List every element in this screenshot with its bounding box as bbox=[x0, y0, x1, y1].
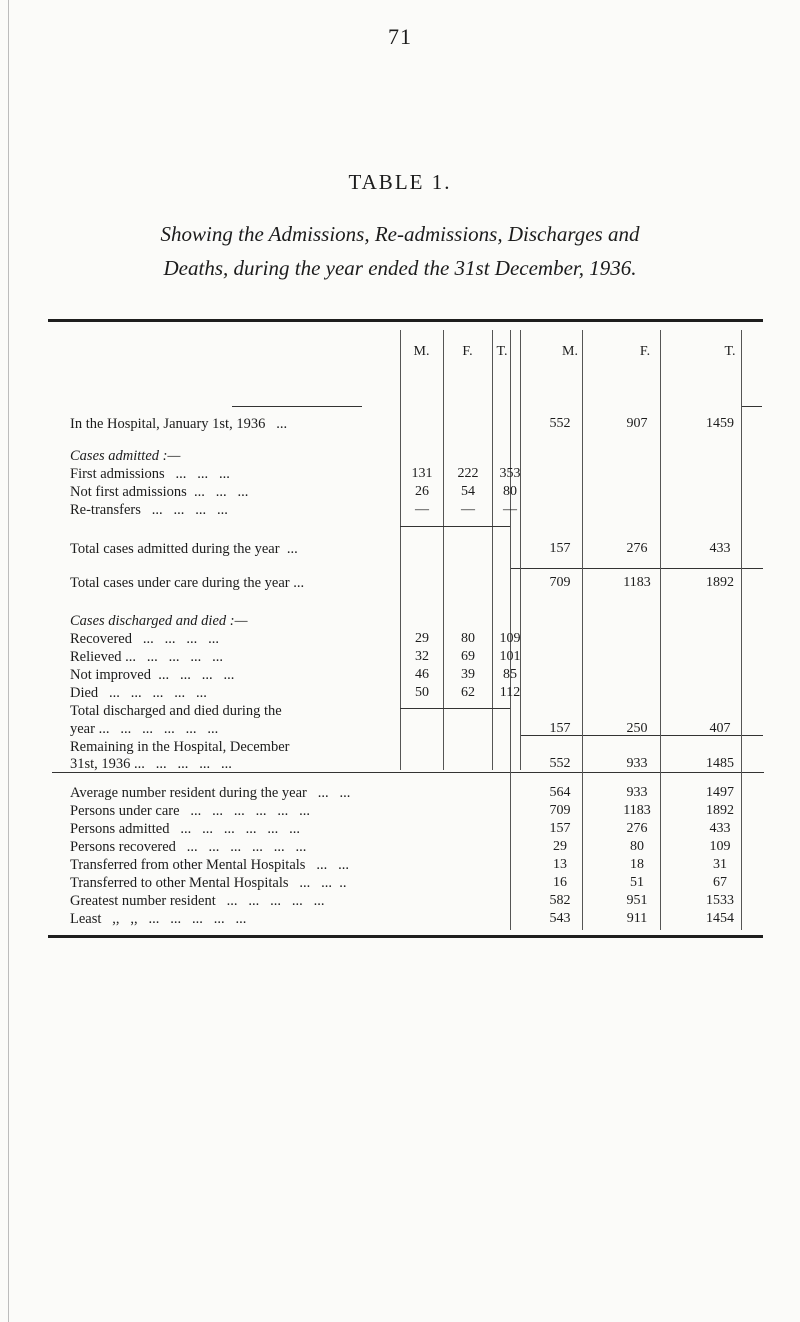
first-admissions-t: 353 bbox=[499, 466, 521, 481]
summary-label-transferred-from: Transferred from other Mental Hospitals ... ... bbox=[70, 857, 349, 873]
header-f-left: F. bbox=[462, 344, 473, 359]
summary-average-resident-t: 1497 bbox=[706, 785, 734, 800]
row-label-retransfers: Re-transfers ... ... ... ... bbox=[70, 502, 228, 518]
page-edge-line bbox=[8, 0, 9, 1322]
summary-transferred-to-f: 51 bbox=[630, 875, 644, 890]
summary-transferred-to-m: 16 bbox=[553, 875, 567, 890]
row-label-total-discharged-line1: Total discharged and died during the bbox=[70, 703, 282, 719]
recovered-m: 29 bbox=[415, 631, 429, 646]
summary-label-transferred-to: Transferred to other Mental Hospitals ... ... .. bbox=[70, 875, 347, 891]
retransfers-t: — bbox=[503, 502, 517, 517]
summary-admitted-m: 157 bbox=[549, 821, 571, 836]
total-discharged-f: 250 bbox=[626, 721, 648, 736]
not-improved-f: 39 bbox=[461, 667, 475, 682]
relieved-t: 101 bbox=[499, 649, 521, 664]
summary-least-resident-f: 911 bbox=[626, 911, 648, 926]
row-label-remaining-line2: 31st, 1936 ... ... ... ... ... bbox=[70, 756, 232, 772]
table-subtitle-line2: Deaths, during the year ended the 31st December, 1936. bbox=[163, 256, 637, 280]
summary-under-care-m: 709 bbox=[549, 803, 571, 818]
table-subtitle-line1: Showing the Admissions, Re-admissions, Discharges and bbox=[160, 222, 640, 246]
not-improved-m: 46 bbox=[415, 667, 429, 682]
in-hospital-f: 907 bbox=[626, 416, 648, 431]
summary-column-divider bbox=[660, 770, 661, 930]
died-m: 50 bbox=[415, 685, 429, 700]
header-t-left: T. bbox=[496, 344, 508, 359]
row-label-died: Died ... ... ... ... ... bbox=[70, 685, 207, 701]
row-label-total-under-care: Total cases under care during the year ... bbox=[70, 575, 305, 591]
retransfers-f: — bbox=[461, 502, 475, 517]
remaining-f: 933 bbox=[626, 756, 648, 771]
row-label-not-improved: Not improved ... ... ... ... bbox=[70, 667, 235, 683]
total-discharged-t: 407 bbox=[709, 721, 731, 736]
row-label-total-discharged-line2: year ... ... ... ... ... ... bbox=[70, 721, 219, 737]
summary-greatest-resident-f: 951 bbox=[626, 893, 648, 908]
not-improved-t: 85 bbox=[503, 667, 517, 682]
summary-admitted-f: 276 bbox=[626, 821, 648, 836]
column-divider bbox=[443, 330, 444, 770]
admitted-subtotal-rule bbox=[400, 526, 510, 527]
total-under-care-t: 1892 bbox=[706, 575, 734, 590]
summary-label-average-resident: Average number resident during the year ... ... bbox=[70, 785, 351, 801]
bottom-rule bbox=[48, 935, 763, 938]
recovered-t: 109 bbox=[499, 631, 521, 646]
total-under-care-rule bbox=[510, 568, 763, 569]
summary-recovered-persons-t: 109 bbox=[709, 839, 731, 854]
summary-label-recovered-persons: Persons recovered ... ... ... ... ... ... bbox=[70, 839, 307, 855]
total-admitted-m: 157 bbox=[549, 541, 571, 556]
header-m-left: M. bbox=[413, 344, 430, 359]
row-label-in-hospital: In the Hospital, January 1st, 1936 ... bbox=[70, 416, 288, 432]
header-m-right: M. bbox=[562, 344, 578, 359]
cases-discharged-heading: Cases discharged and died :— bbox=[70, 613, 248, 629]
died-t: 112 bbox=[499, 685, 521, 700]
row-label-total-admitted: Total cases admitted during the year ... bbox=[70, 541, 298, 557]
recovered-f: 80 bbox=[461, 631, 475, 646]
column-divider bbox=[660, 330, 661, 770]
summary-label-least-resident: Least ,, ,, ... ... ... ... ... bbox=[70, 911, 247, 927]
summary-label-under-care: Persons under care ... ... ... ... ... ... bbox=[70, 803, 311, 819]
not-first-admissions-t: 80 bbox=[503, 484, 517, 499]
summary-greatest-resident-t: 1533 bbox=[706, 893, 734, 908]
row-label-relieved: Relieved ... ... ... ... ... bbox=[70, 649, 224, 665]
total-admitted-f: 276 bbox=[626, 541, 648, 556]
remaining-t: 1485 bbox=[706, 756, 734, 771]
top-rule bbox=[48, 319, 763, 322]
total-under-care-f: 1183 bbox=[623, 575, 651, 590]
summary-recovered-persons-f: 80 bbox=[630, 839, 644, 854]
row-label-recovered: Recovered ... ... ... ... bbox=[70, 631, 219, 647]
summary-average-resident-m: 564 bbox=[549, 785, 571, 800]
total-admitted-t: 433 bbox=[709, 541, 731, 556]
relieved-f: 69 bbox=[461, 649, 475, 664]
summary-transferred-from-t: 31 bbox=[713, 857, 727, 872]
summary-least-resident-t: 1454 bbox=[706, 911, 734, 926]
column-divider bbox=[510, 330, 511, 770]
not-first-admissions-m: 26 bbox=[415, 484, 429, 499]
discharged-subtotal-rule bbox=[400, 708, 510, 709]
row-label-first-admissions: First admissions ... ... ... bbox=[70, 466, 230, 482]
died-f: 62 bbox=[461, 685, 475, 700]
header-underline-right bbox=[742, 406, 762, 407]
summary-recovered-persons-m: 29 bbox=[553, 839, 567, 854]
summary-transferred-from-f: 18 bbox=[630, 857, 644, 872]
summary-least-resident-m: 543 bbox=[549, 911, 571, 926]
in-hospital-t: 1459 bbox=[706, 416, 734, 431]
not-first-admissions-f: 54 bbox=[461, 484, 475, 499]
total-under-care-m: 709 bbox=[549, 575, 571, 590]
header-t-right: T. bbox=[724, 344, 736, 359]
row-label-not-first-admissions: Not first admissions ... ... ... bbox=[70, 484, 249, 500]
column-divider bbox=[400, 330, 401, 770]
header-f-right: F. bbox=[639, 344, 651, 359]
table-title: TABLE 1. bbox=[348, 170, 452, 194]
header-underline-left bbox=[232, 406, 362, 407]
remaining-m: 552 bbox=[549, 756, 571, 771]
first-admissions-m: 131 bbox=[411, 466, 433, 481]
summary-transferred-from-m: 13 bbox=[553, 857, 567, 872]
column-divider bbox=[492, 330, 493, 770]
page-number: 71 bbox=[388, 24, 412, 49]
summary-transferred-to-t: 67 bbox=[713, 875, 727, 890]
first-admissions-f: 222 bbox=[457, 466, 479, 481]
summary-label-greatest-resident: Greatest number resident ... ... ... ... ... bbox=[70, 893, 325, 909]
row-label-remaining-line1: Remaining in the Hospital, December bbox=[70, 739, 290, 755]
relieved-m: 32 bbox=[415, 649, 429, 664]
summary-admitted-t: 433 bbox=[709, 821, 731, 836]
summary-average-resident-f: 933 bbox=[626, 785, 648, 800]
cases-admitted-heading: Cases admitted :— bbox=[70, 448, 181, 464]
summary-column-divider bbox=[510, 770, 511, 930]
summary-label-admitted: Persons admitted ... ... ... ... ... ... bbox=[70, 821, 300, 837]
summary-column-divider bbox=[582, 770, 583, 930]
summary-column-divider bbox=[741, 770, 742, 930]
in-hospital-m: 552 bbox=[549, 416, 571, 431]
retransfers-m: — bbox=[415, 502, 429, 517]
upper-label-rule bbox=[52, 772, 512, 773]
column-divider bbox=[520, 330, 521, 770]
column-divider bbox=[582, 330, 583, 770]
total-discharged-m: 157 bbox=[549, 721, 571, 736]
summary-greatest-resident-m: 582 bbox=[549, 893, 571, 908]
summary-under-care-t: 1892 bbox=[706, 803, 734, 818]
summary-under-care-f: 1183 bbox=[623, 803, 651, 818]
